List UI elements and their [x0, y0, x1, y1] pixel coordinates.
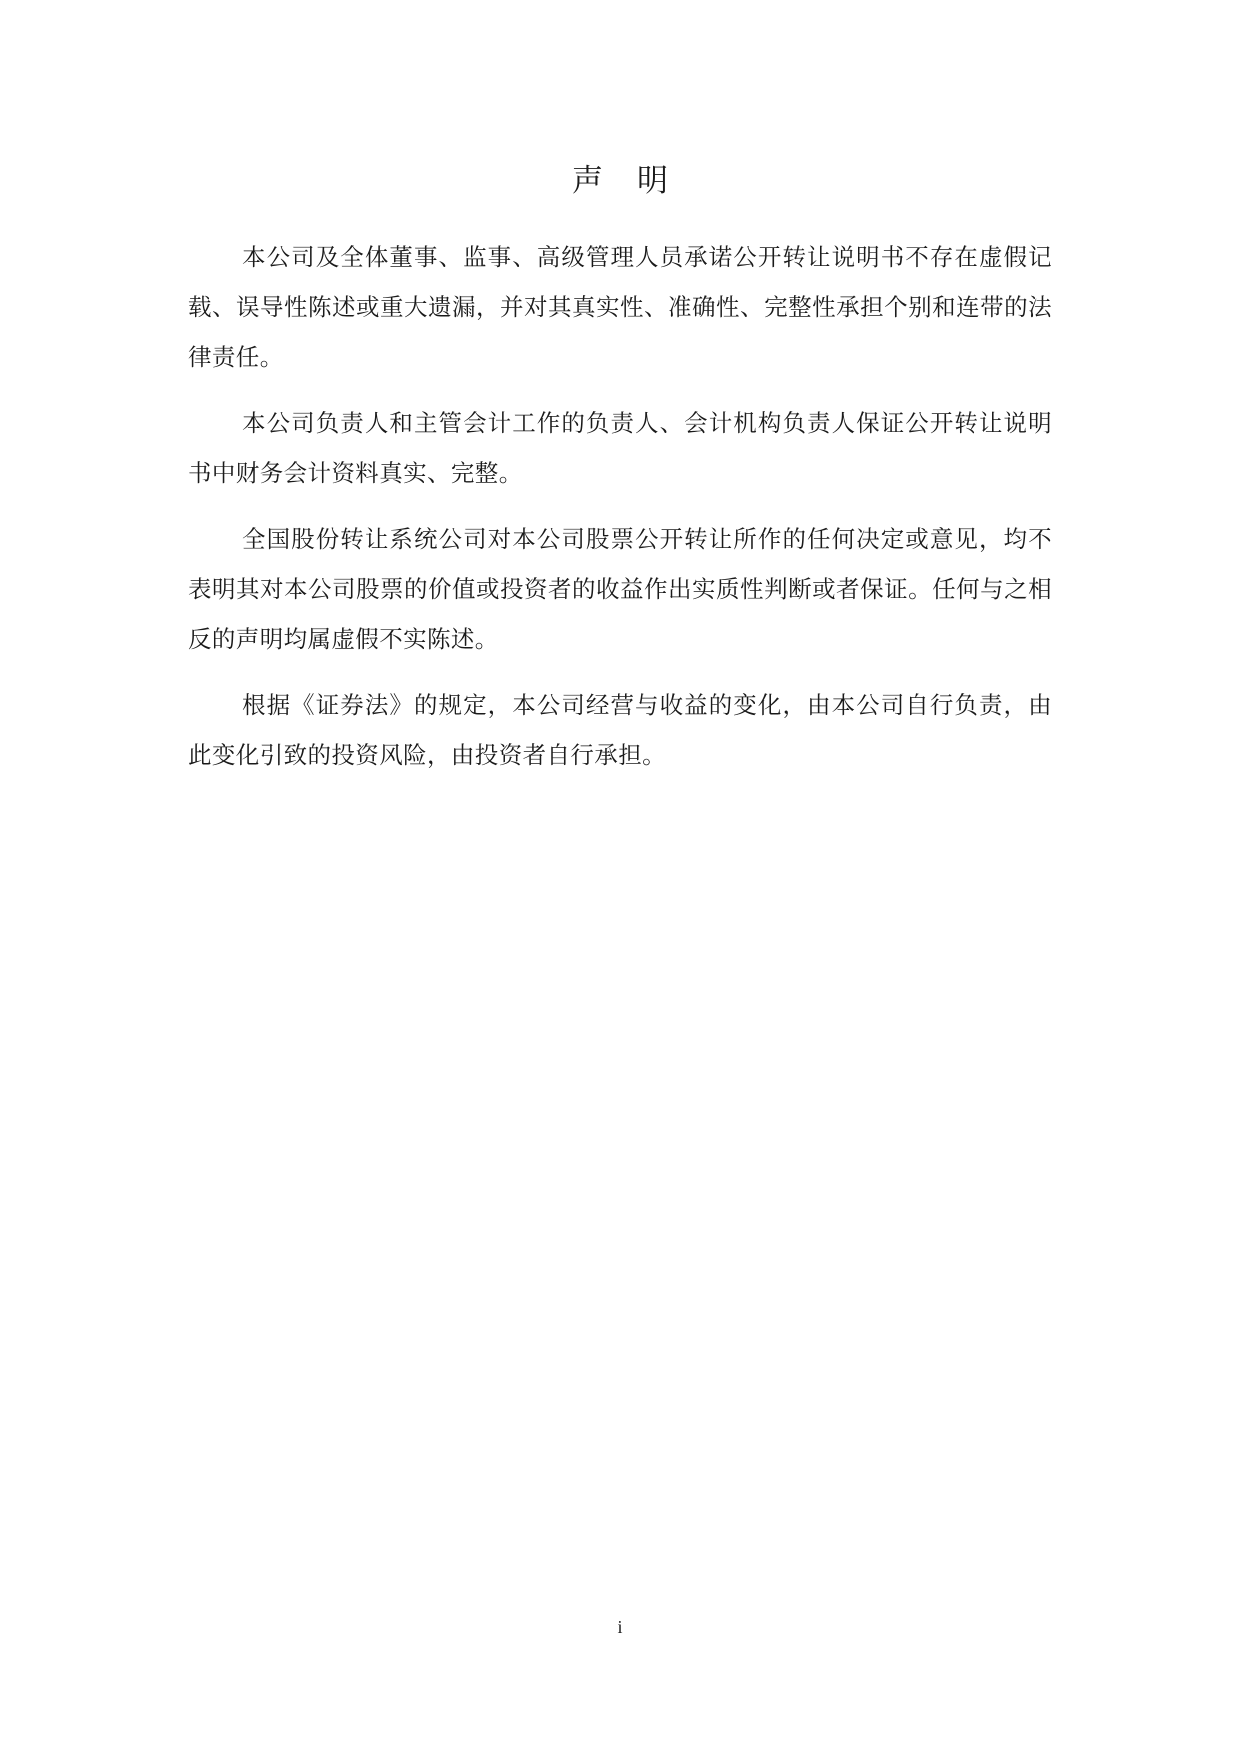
- statement-paragraph-3: 全国股份转让系统公司对本公司股票公开转让所作的任何决定或意见，均不表明其对本公司股票的价值或投资者的收益作出实质性判断或者保证。任何与之相反的声明均属虚假不实陈述。: [188, 525, 1052, 653]
- page-title-char-2: 明: [637, 163, 668, 199]
- statement-paragraph-1: 本公司及全体董事、监事、高级管理人员承诺公开转让说明书不存在虚假记载、误导性陈述或重大遗漏，并对其真实性、准确性、完整性承担个别和连带的法律责任。: [188, 243, 1052, 371]
- page-title-char-1: 声: [572, 163, 603, 199]
- statement-body: [188, 232, 1052, 796]
- statement-paragraph-2: 本公司负责人和主管会计工作的负责人、会计机构负责人保证公开转让说明书中财务会计资料真实、完整。: [188, 409, 1052, 487]
- page-number: i: [617, 1617, 623, 1637]
- page-title: [0, 160, 1240, 202]
- statement-paragraph-4: 根据《证券法》的规定，本公司经营与收益的变化，由本公司自行负责，由此变化引致的投资风险，由投资者自行承担。: [188, 691, 1052, 769]
